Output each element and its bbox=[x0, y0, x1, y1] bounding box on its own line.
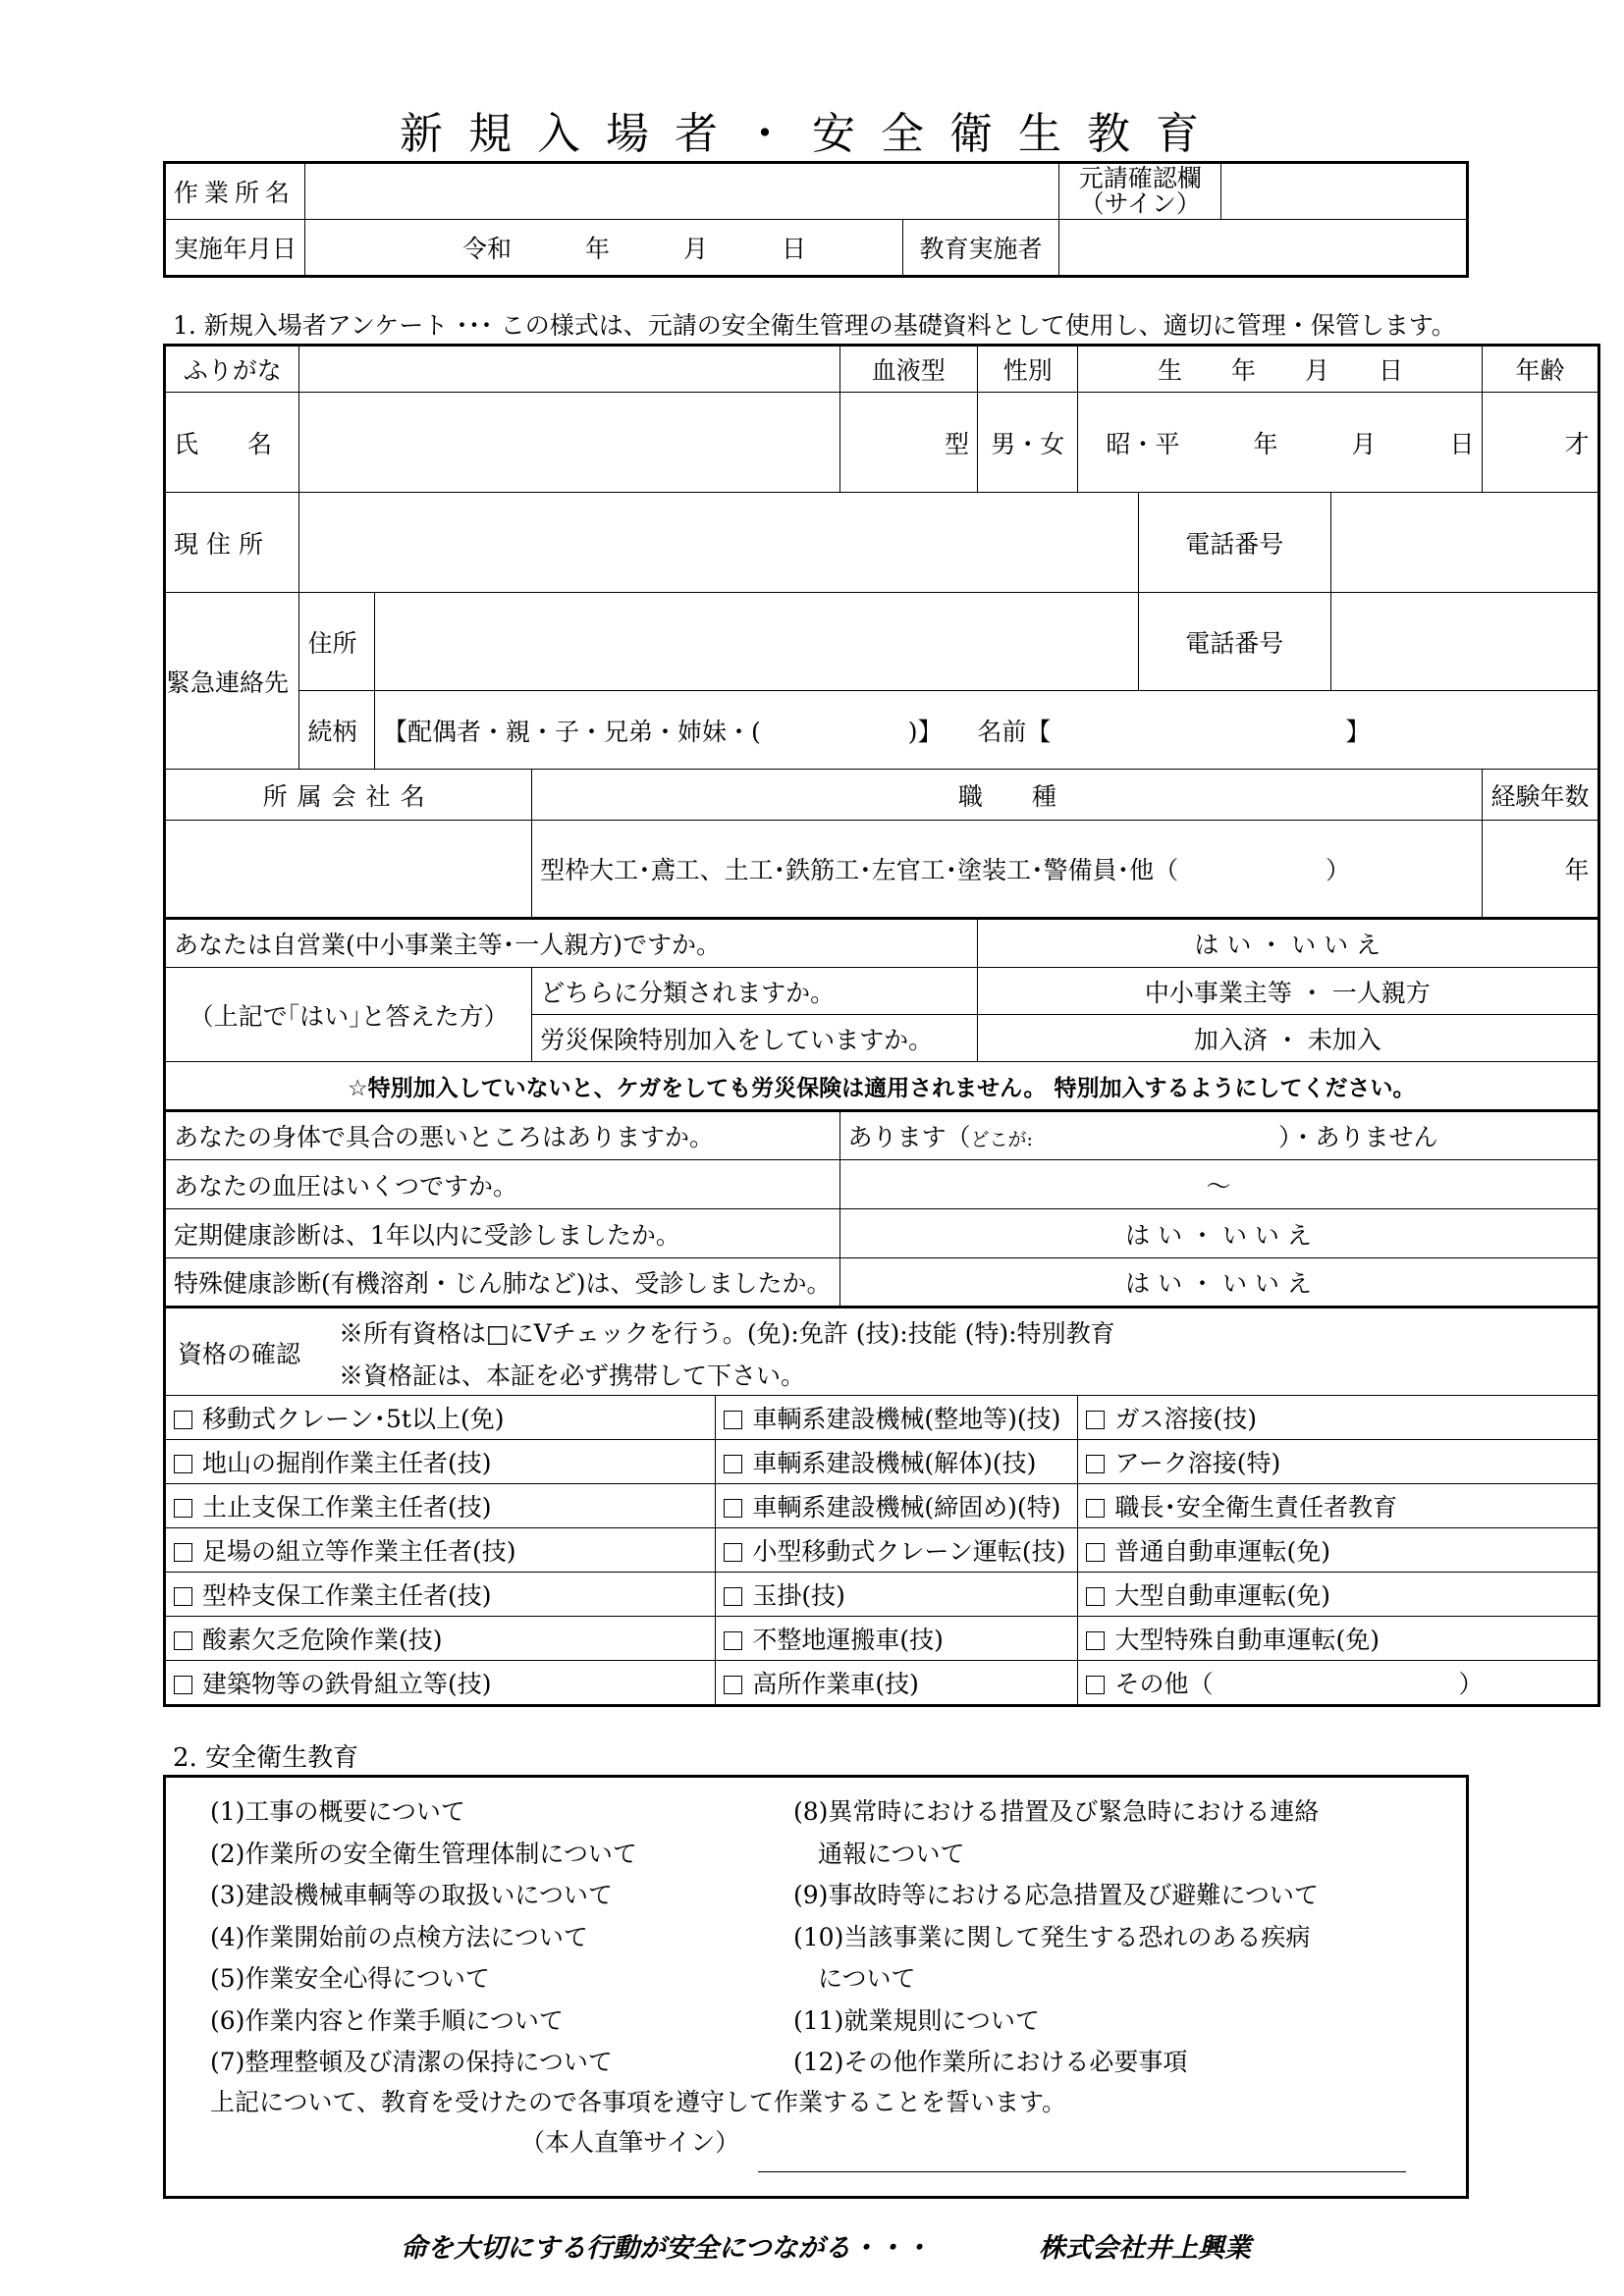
experience-label: 経験年数 bbox=[1483, 770, 1598, 821]
checkbox-icon[interactable] bbox=[724, 1455, 742, 1473]
checkbox-icon[interactable] bbox=[174, 1631, 192, 1650]
qualification-item[interactable] bbox=[165, 1396, 716, 1440]
qualification-label: 普通自動車運転(免) bbox=[1114, 1537, 1330, 1566]
qualification-row bbox=[165, 1396, 1599, 1440]
education-item: (8)異常時における措置及び緊急時における連絡 bbox=[793, 1797, 1320, 1826]
qualification-note-1: ※所有資格は□にVチェックを行う。(免):免許 (技):技能 (特):特別教育 bbox=[339, 1319, 1115, 1348]
education-item: (10)当該事業に関して発生する恐れのある疾病 bbox=[793, 1922, 1311, 1951]
phone-label: 電話番号 bbox=[1138, 493, 1330, 593]
qualification-item[interactable] bbox=[716, 1661, 1078, 1706]
instructor-field[interactable] bbox=[1059, 220, 1468, 277]
qualification-item[interactable] bbox=[165, 1440, 716, 1484]
checkbox-icon[interactable] bbox=[174, 1587, 192, 1606]
checkup-answer[interactable]: は い ・ い い え bbox=[839, 1209, 1598, 1258]
checkup-question: 定期健康診断は、1年以内に受診しましたか。 bbox=[165, 1209, 840, 1258]
qualification-label: 移動式クレーン･5t以上(免) bbox=[202, 1405, 505, 1433]
checkbox-icon[interactable] bbox=[174, 1499, 192, 1518]
qualification-label: 資格の確認 bbox=[178, 1340, 301, 1368]
section2-heading: 2. 安全衛生教育 bbox=[173, 1743, 359, 1773]
qualification-item[interactable] bbox=[1078, 1528, 1598, 1573]
qualification-item[interactable] bbox=[716, 1528, 1078, 1573]
instructor-label: 教育実施者 bbox=[902, 220, 1058, 277]
qualification-label: アーク溶接(特) bbox=[1114, 1449, 1281, 1477]
experience-field[interactable]: 年 bbox=[1483, 821, 1598, 919]
checkbox-icon[interactable] bbox=[1086, 1499, 1105, 1518]
company-label: 所属会社名 bbox=[165, 770, 532, 821]
em-address-field[interactable] bbox=[374, 593, 1138, 691]
checkbox-icon[interactable] bbox=[1086, 1411, 1105, 1429]
qualification-item[interactable] bbox=[716, 1617, 1078, 1661]
self-employed-answer[interactable]: は い ・ い い え bbox=[978, 919, 1598, 968]
qualification-row bbox=[165, 1484, 1599, 1528]
health-answer-no[interactable]: ）・ありません bbox=[1277, 1123, 1438, 1151]
education-item: (12)その他作業所における必要事項 bbox=[793, 2048, 1188, 2076]
qualification-label: 土止支保工作業主任者(技) bbox=[202, 1493, 492, 1522]
checkbox-icon[interactable] bbox=[1086, 1676, 1105, 1694]
prime-confirm-label bbox=[1059, 163, 1221, 220]
qualification-label: その他（ ） bbox=[1114, 1670, 1484, 1698]
qualification-row bbox=[165, 1440, 1599, 1484]
checkbox-icon[interactable] bbox=[1086, 1587, 1105, 1606]
checkbox-icon[interactable] bbox=[724, 1499, 742, 1518]
education-item: (6)作業内容と作業手順について bbox=[210, 2005, 564, 2035]
blood-pressure-question: あなたの血圧はいくつですか。 bbox=[165, 1160, 840, 1209]
insurance-question: 労災保険特別加入をしていますか。 bbox=[532, 1015, 978, 1062]
qualification-item[interactable] bbox=[716, 1396, 1078, 1440]
address-field[interactable] bbox=[299, 493, 1138, 593]
education-item: について bbox=[793, 1964, 916, 1993]
page-title: 新規入場者・安全衛生教育 bbox=[400, 109, 1224, 159]
birthdate-field[interactable]: 昭・平 年 月 日 bbox=[1078, 393, 1483, 493]
education-item: (1)工事の概要について bbox=[210, 1797, 465, 1826]
pledge-text: 上記について、教育を受けたので各事項を遵守して作業することを誓います。 bbox=[210, 2088, 1067, 2116]
qualification-label: 大型自動車運転(免) bbox=[1114, 1581, 1330, 1610]
header-table bbox=[163, 161, 1469, 278]
furigana-field[interactable] bbox=[299, 346, 839, 393]
em-name-field[interactable]: 名前【 】 bbox=[977, 717, 1371, 746]
footer-company: 株式会社井上興業 bbox=[1039, 2233, 1251, 2264]
qualification-label: 車輌系建設機械(解体)(技) bbox=[752, 1449, 1037, 1477]
qualification-row bbox=[165, 1528, 1599, 1573]
education-item: (2)作業所の安全衛生管理体制について bbox=[210, 1839, 637, 1868]
health-answer[interactable] bbox=[839, 1111, 1598, 1160]
qualification-label: 酸素欠乏危険作業(技) bbox=[202, 1626, 443, 1654]
qualification-item[interactable] bbox=[165, 1528, 716, 1573]
education-item: (5)作業安全心得について bbox=[210, 1964, 490, 1993]
qualification-item[interactable] bbox=[1078, 1396, 1598, 1440]
qualification-label: 高所作業車(技) bbox=[752, 1670, 919, 1698]
qualification-label: 型枠支保工作業主任者(技) bbox=[202, 1581, 492, 1610]
em-phone-field[interactable] bbox=[1330, 593, 1598, 691]
checkbox-icon[interactable] bbox=[1086, 1543, 1105, 1562]
qualification-label: 小型移動式クレーン運転(技) bbox=[752, 1537, 1066, 1566]
qualification-item[interactable] bbox=[1078, 1573, 1598, 1617]
qualification-item[interactable] bbox=[716, 1440, 1078, 1484]
qualification-item[interactable] bbox=[716, 1484, 1078, 1528]
birthdate-label: 生 年 月 日 bbox=[1078, 346, 1483, 393]
emergency-label: 緊急連絡先 bbox=[165, 593, 299, 770]
qualification-label: 建築物等の鉄骨組立等(技) bbox=[202, 1670, 492, 1698]
site-name-field[interactable] bbox=[305, 163, 1059, 220]
qualification-item[interactable] bbox=[1078, 1617, 1598, 1661]
qualification-label: 大型特殊自動車運転(免) bbox=[1114, 1626, 1380, 1654]
education-item: (4)作業開始前の点検方法について bbox=[210, 1922, 588, 1951]
qualification-list bbox=[165, 1396, 1599, 1706]
qualification-label: 車輌系建設機械(締固め)(特) bbox=[752, 1493, 1061, 1522]
checkbox-icon[interactable] bbox=[174, 1543, 192, 1562]
phone-field[interactable] bbox=[1330, 493, 1598, 593]
qualification-label: 足場の組立等作業主任者(技) bbox=[202, 1537, 516, 1566]
section1-heading: 1. 新規入場者アンケート ･･･ この様式は、元請の安全衛生管理の基礎資料として使用し、適切に管理・保管します。 bbox=[173, 311, 1456, 340]
signature-line[interactable] bbox=[758, 2171, 1406, 2172]
if-yes-label: （上記で｢はい｣と答えた方） bbox=[165, 968, 532, 1062]
education-item: (11)就業規則について bbox=[793, 2005, 1040, 2035]
qualification-item[interactable] bbox=[165, 1573, 716, 1617]
em-address-label: 住所 bbox=[299, 593, 374, 691]
job-label: 職 種 bbox=[532, 770, 1483, 821]
qualification-item[interactable] bbox=[165, 1484, 716, 1528]
qualification-label: 職長･安全衛生責任者教育 bbox=[1114, 1493, 1397, 1522]
health-answer-yes[interactable]: あります（ bbox=[847, 1123, 971, 1151]
qualification-row bbox=[165, 1661, 1599, 1706]
checkbox-icon[interactable] bbox=[724, 1631, 742, 1650]
education-item: 通報について bbox=[793, 1839, 965, 1868]
checkbox-icon[interactable] bbox=[1086, 1455, 1105, 1473]
relation-label: 続柄 bbox=[299, 691, 374, 770]
blood-type-label: 血液型 bbox=[839, 346, 978, 393]
qualification-label: 地山の掘削作業主任者(技) bbox=[202, 1449, 492, 1477]
signature-label: （本人直筆サイン） bbox=[520, 2128, 740, 2157]
health-answer-where: どこが: bbox=[970, 1129, 1033, 1150]
qualification-row bbox=[165, 1617, 1599, 1661]
qualification-label: 不整地運搬車(技) bbox=[752, 1626, 944, 1654]
health-question: あなたの身体で具合の悪いところはありますか。 bbox=[165, 1111, 840, 1160]
qualification-row bbox=[165, 1573, 1599, 1617]
checkbox-icon[interactable] bbox=[174, 1455, 192, 1473]
checkbox-icon[interactable] bbox=[174, 1411, 192, 1429]
checkbox-icon[interactable] bbox=[1086, 1631, 1105, 1650]
insurance-warning: ☆特別加入していないと、ケガをしても労災保険は適用されません。 特別加入するようにしてください。 bbox=[165, 1062, 1599, 1111]
relation-field[interactable] bbox=[374, 691, 1598, 770]
gender-label: 性別 bbox=[978, 346, 1078, 393]
relation-options[interactable]: 【配偶者・親・子・兄弟・姉妹・( )】 bbox=[382, 717, 943, 746]
age-field[interactable]: 才 bbox=[1483, 393, 1598, 493]
education-item: (3)建設機械車輌等の取扱いについて bbox=[210, 1881, 613, 1909]
date-label: 実施年月日 bbox=[165, 220, 305, 277]
prime-confirm-field[interactable] bbox=[1221, 163, 1468, 220]
checkbox-icon[interactable] bbox=[724, 1411, 742, 1429]
qualification-label: ガス溶接(技) bbox=[1114, 1405, 1257, 1433]
footer-slogan: 命を大切にする行動が安全につながる・・・ bbox=[401, 2233, 931, 2264]
date-field[interactable]: 令和 年 月 日 bbox=[305, 220, 903, 277]
em-phone-label: 電話番号 bbox=[1138, 593, 1330, 691]
qualification-item[interactable] bbox=[1078, 1440, 1598, 1484]
address-label: 現住所 bbox=[165, 493, 299, 593]
qualification-item[interactable] bbox=[165, 1617, 716, 1661]
job-options[interactable]: 型枠大工･鳶工、土工･鉄筋工･左官工･塗装工･警備員･他（ ） bbox=[532, 821, 1483, 919]
qualification-item[interactable] bbox=[1078, 1484, 1598, 1528]
qualification-header bbox=[165, 1308, 1599, 1396]
checkbox-icon[interactable] bbox=[724, 1587, 742, 1606]
education-item: (9)事故時等における応急措置及び避難について bbox=[793, 1881, 1319, 1909]
qualification-item[interactable] bbox=[165, 1661, 716, 1706]
blood-type-field[interactable]: 型 bbox=[839, 393, 978, 493]
blood-pressure-answer[interactable]: ～ bbox=[839, 1160, 1598, 1209]
name-label: 氏 名 bbox=[165, 393, 299, 493]
prime-confirm-title: 元請確認欄 bbox=[1078, 164, 1202, 192]
qualification-item[interactable] bbox=[716, 1573, 1078, 1617]
qualification-label: 玉掛(技) bbox=[752, 1581, 845, 1610]
survey-table bbox=[163, 344, 1600, 1707]
education-item: (7)整理整頓及び清潔の保持について bbox=[210, 2048, 613, 2076]
qualification-label: 車輌系建設機械(整地等)(技) bbox=[752, 1405, 1061, 1433]
special-checkup-answer[interactable]: は い ・ い い え bbox=[839, 1258, 1598, 1308]
checkbox-icon[interactable] bbox=[174, 1676, 192, 1694]
classify-question: どちらに分類されますか。 bbox=[532, 968, 978, 1015]
classify-answer[interactable]: 中小事業主等 ・ 一人親方 bbox=[978, 968, 1598, 1015]
self-employed-question: あなたは自営業(中小事業主等･一人親方)ですか。 bbox=[165, 919, 978, 968]
special-checkup-question: 特殊健康診断(有機溶剤・じん肺など)は、受診しましたか。 bbox=[165, 1258, 840, 1308]
qualification-item[interactable] bbox=[1078, 1661, 1598, 1706]
furigana-label: ふりがな bbox=[165, 346, 299, 393]
company-field[interactable] bbox=[165, 821, 532, 919]
checkbox-icon[interactable] bbox=[724, 1543, 742, 1562]
insurance-answer[interactable]: 加入済 ・ 未加入 bbox=[978, 1015, 1598, 1062]
prime-confirm-sub: （サイン） bbox=[1079, 189, 1201, 218]
checkbox-icon[interactable] bbox=[724, 1676, 742, 1694]
name-field[interactable] bbox=[299, 393, 839, 493]
age-label: 年齢 bbox=[1483, 346, 1598, 393]
site-name-label: 作業所名 bbox=[165, 163, 305, 220]
gender-options[interactable]: 男・女 bbox=[978, 393, 1078, 493]
qualification-note-2: ※資格証は、本証を必ず携帯して下さい。 bbox=[339, 1362, 806, 1390]
